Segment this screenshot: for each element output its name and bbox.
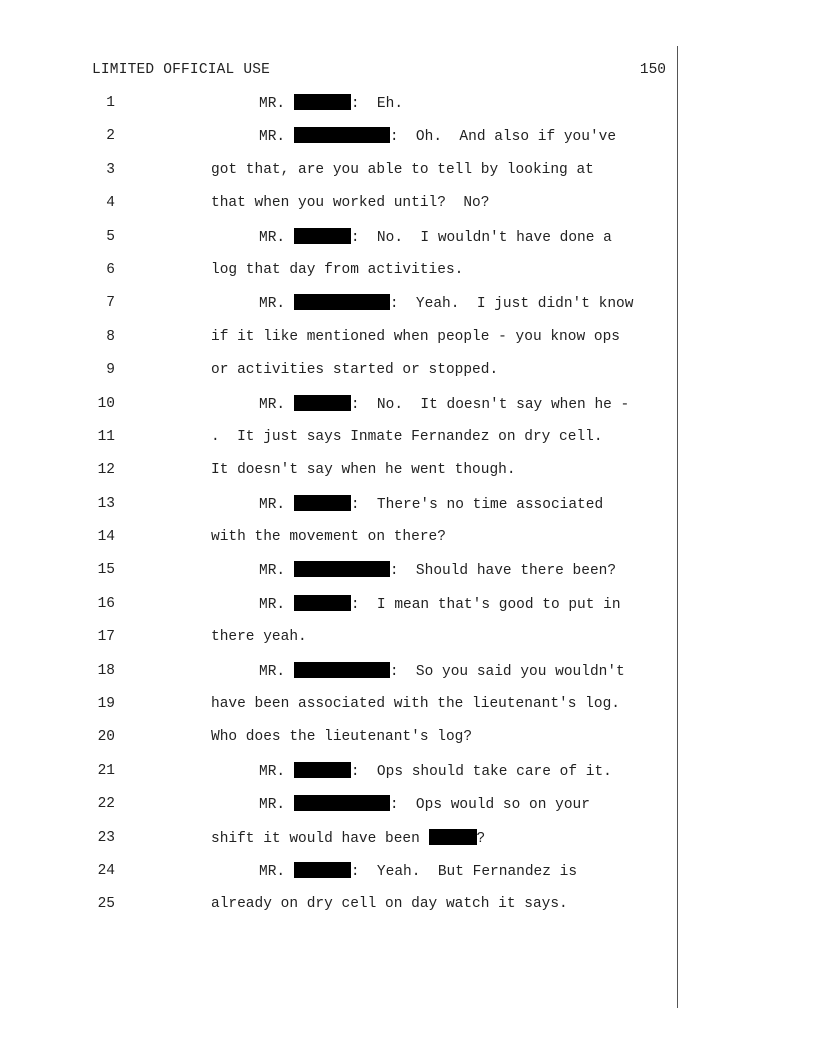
line-text-lead: MR. [259, 563, 294, 580]
line-text-tail: : I mean that's good to put in [350, 596, 621, 613]
line-text-lead: MR. [259, 596, 294, 613]
line-text [259, 595, 621, 614]
transcript-line [0, 395, 816, 428]
transcript-line [0, 127, 816, 160]
line-text-lead: MR. [259, 797, 294, 814]
line-text [211, 328, 620, 346]
transcript-line [0, 628, 816, 661]
line-number: 9 [106, 362, 115, 379]
transcript-line [0, 461, 816, 494]
page-number: 150 [639, 62, 666, 78]
line-text-lead: or activities started or stopped. [211, 362, 499, 379]
line-number: 16 [97, 595, 115, 612]
redaction-block [294, 294, 390, 310]
line-text [211, 628, 307, 646]
redaction-block [294, 561, 390, 577]
transcript-line [0, 662, 816, 695]
line-number: 18 [97, 662, 115, 679]
line-text-lead: MR. [259, 396, 294, 413]
line-text-lead: already on dry cell on day watch it says. [211, 896, 568, 913]
line-text [259, 294, 633, 313]
transcript-line [0, 762, 816, 795]
line-text [259, 127, 616, 146]
line-number: 8 [106, 328, 115, 345]
transcript-line [0, 795, 816, 828]
line-text [259, 862, 577, 881]
transcript-line [0, 495, 816, 528]
line-text-lead: that when you worked until? No? [211, 195, 490, 212]
line-number: 11 [97, 428, 115, 445]
line-text-lead: MR. [259, 129, 294, 146]
line-number: 20 [97, 729, 115, 746]
line-text-lead: there yeah. [211, 629, 307, 646]
line-number: 19 [97, 696, 115, 713]
line-number: 21 [97, 762, 115, 779]
transcript-line [0, 294, 816, 327]
line-text-lead: MR. [259, 863, 294, 880]
transcript-line [0, 361, 816, 394]
line-text-lead: log that day from activities. [211, 261, 464, 278]
line-number: 12 [97, 462, 115, 479]
redaction-block [294, 495, 351, 511]
line-text [259, 228, 612, 247]
redaction-block [294, 395, 351, 411]
transcript-lines [0, 94, 816, 929]
transcript-line [0, 161, 816, 194]
line-text-lead: MR. [259, 663, 294, 680]
line-number: 17 [97, 629, 115, 646]
redaction-block [294, 662, 390, 678]
line-text [211, 194, 489, 212]
transcript-line [0, 728, 816, 761]
transcript-line [0, 829, 816, 862]
line-text [211, 895, 568, 913]
line-text [259, 662, 625, 681]
line-text-lead: MR. [259, 763, 294, 780]
redaction-block [294, 127, 390, 143]
line-number: 10 [97, 395, 115, 412]
line-text-lead: have been associated with the lieutenant's log. [211, 696, 620, 713]
line-text [211, 829, 485, 848]
classification-header: LIMITED OFFICIAL USE [92, 62, 271, 78]
redaction-block [294, 795, 390, 811]
line-text-tail: : There's no time associated [350, 496, 604, 513]
transcript-line [0, 228, 816, 261]
line-text-tail: : No. I wouldn't have done a [350, 229, 612, 246]
transcript-line [0, 328, 816, 361]
transcript-line [0, 561, 816, 594]
transcript-line [0, 194, 816, 227]
line-text-tail: : Eh. [350, 96, 404, 112]
line-text [211, 361, 498, 379]
line-text-lead: Who does the lieutenant's log? [211, 729, 473, 746]
line-text [211, 461, 516, 479]
line-text [259, 395, 629, 414]
line-text-tail: ? [476, 830, 486, 847]
line-text [211, 728, 472, 746]
line-text-lead: MR. [259, 496, 294, 513]
redaction-block [294, 595, 351, 611]
redaction-block [294, 762, 351, 778]
line-text [211, 261, 463, 279]
line-text-lead: MR. [259, 296, 294, 313]
redaction-block [294, 228, 351, 244]
line-text [211, 161, 594, 179]
line-number: 25 [97, 896, 115, 913]
transcript-line [0, 595, 816, 628]
line-text-lead: . It just says Inmate Fernandez on dry cell. [211, 428, 603, 445]
line-number: 1 [106, 95, 115, 111]
line-text-tail: : No. It doesn't say when he - [350, 396, 630, 413]
line-number: 23 [97, 829, 115, 846]
line-text [211, 528, 446, 546]
line-text-lead: MR. [259, 96, 294, 112]
line-number: 24 [97, 862, 115, 879]
line-text-lead: with the movement on there? [211, 529, 446, 546]
line-text [259, 495, 603, 514]
line-number: 3 [106, 161, 115, 178]
line-text [211, 428, 603, 446]
line-number: 22 [97, 796, 115, 813]
line-number: 5 [106, 228, 115, 245]
line-text-tail: : Yeah. I just didn't know [389, 296, 634, 313]
transcript-line [0, 261, 816, 294]
line-text-tail: : Ops should take care of it. [350, 763, 612, 780]
transcript-line [0, 94, 816, 127]
line-text-tail: : Ops would so on your [389, 797, 590, 814]
line-number: 6 [106, 261, 115, 278]
line-number: 15 [97, 562, 115, 579]
line-text-tail: : Yeah. But Fernandez is [350, 863, 578, 880]
line-text-lead: shift it would have been [211, 830, 429, 847]
line-number: 7 [106, 295, 115, 312]
transcript-line [0, 862, 816, 895]
line-text [211, 695, 620, 713]
redaction-block [429, 829, 477, 845]
line-text [259, 762, 612, 781]
line-text [259, 94, 403, 113]
line-text-tail: : Should have there been? [389, 563, 617, 580]
line-text-lead: It doesn't say when he went though. [211, 462, 516, 479]
redaction-block [294, 862, 351, 878]
line-text-tail: : Oh. And also if you've [389, 129, 617, 146]
line-number: 13 [97, 495, 115, 512]
line-text-tail: : So you said you wouldn't [389, 663, 625, 680]
transcript-line [0, 528, 816, 561]
redaction-block [294, 94, 351, 110]
line-text-lead: got that, are you able to tell by looking at [211, 161, 594, 178]
line-text [259, 795, 590, 814]
line-number: 4 [106, 195, 115, 212]
transcript-line [0, 895, 816, 928]
transcript-line [0, 695, 816, 728]
transcript-line [0, 428, 816, 461]
line-number: 2 [106, 128, 115, 145]
line-number: 14 [97, 529, 115, 546]
line-text-lead: MR. [259, 229, 294, 246]
line-text [259, 561, 616, 580]
line-text-lead: if it like mentioned when people - you know ops [211, 328, 620, 345]
